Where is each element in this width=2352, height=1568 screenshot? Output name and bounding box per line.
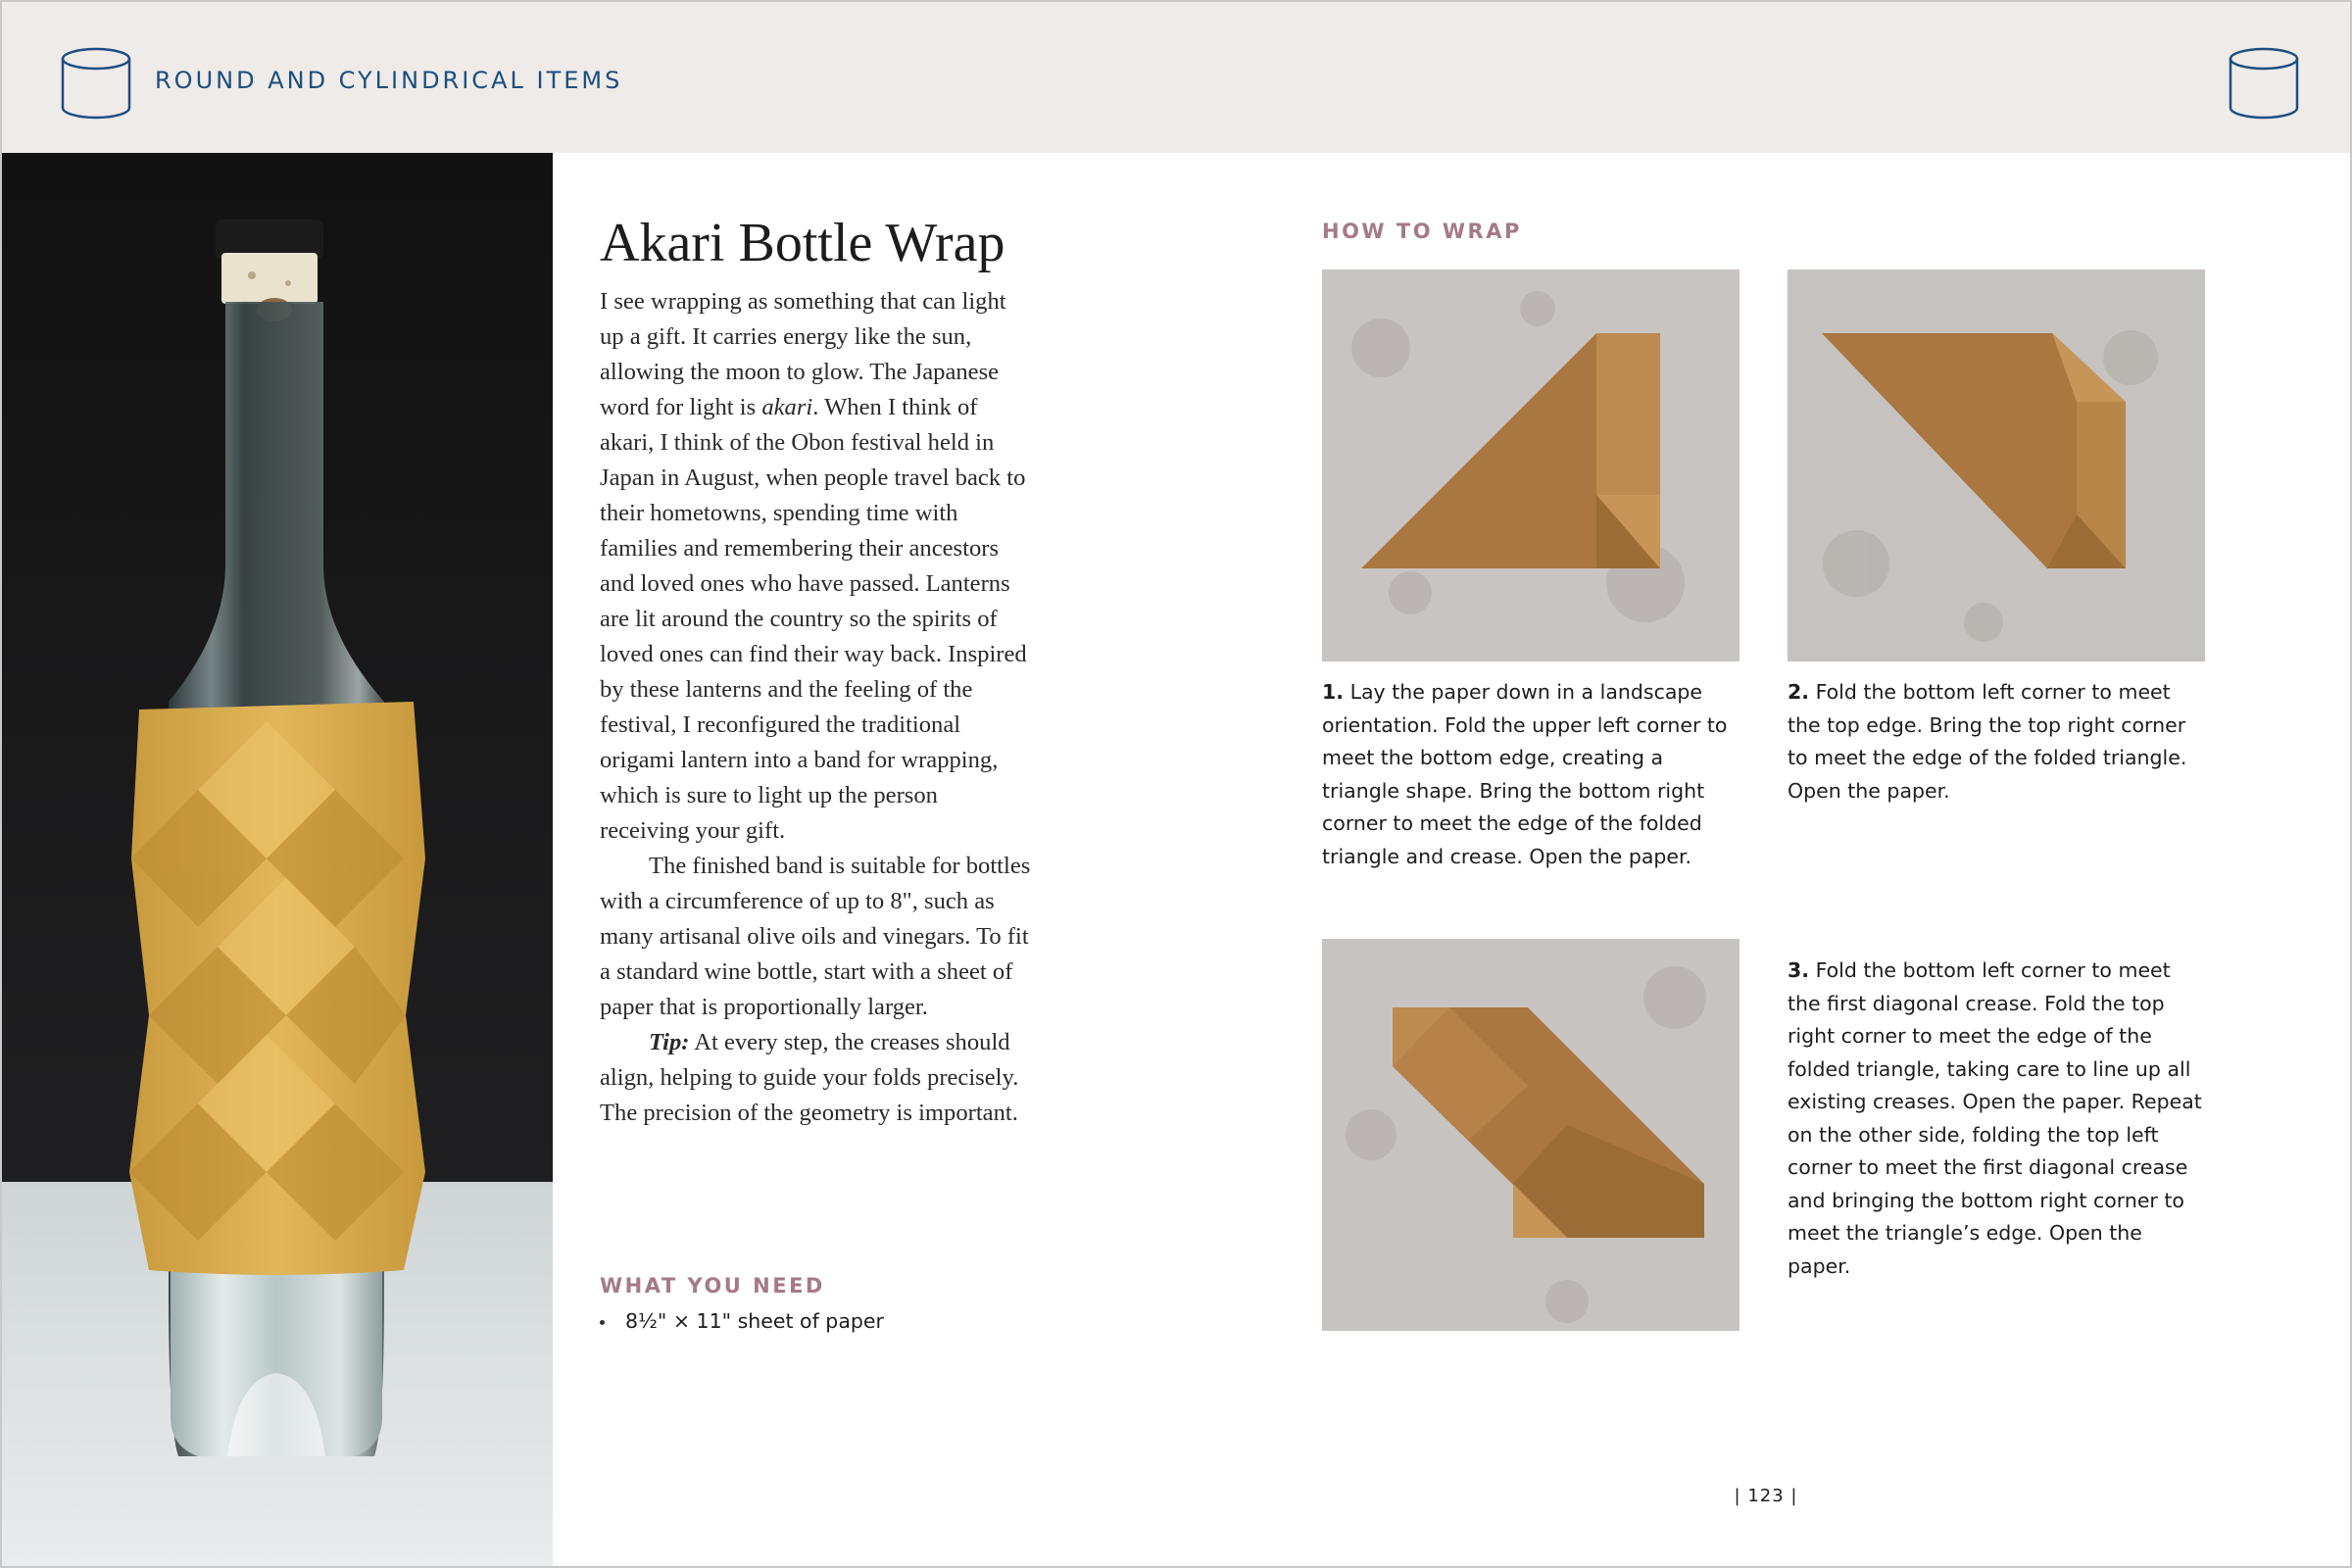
section-header-band: [2, 2, 2350, 153]
step-3-photo: [1322, 939, 1740, 1331]
bottle-wrap-photo: [2, 153, 553, 1566]
intro-paragraph: I see wrapping as something that can light up a gift. It carries energy like the sun, allowing the moon to glow. The Japanese word for light is akari. When I think of akari, I think of the Obon festival held in Japan in August, when people travel back to their hometowns, spending time with families and remembering their ancestors and loved ones who have passed. Lanterns are lit around the country so the spirits of loved ones can find their way back. Inspired by these lanterns and the feeling of the festival, I reconfigured the traditional origami lantern into a band for wrapping, which is sure to light up the person receiving your gift.: [600, 288, 1027, 844]
cylinder-icon: [59, 45, 133, 122]
article-title: Akari Bottle Wrap: [600, 213, 1005, 273]
step-2-photo: [1788, 270, 2205, 662]
tip-paragraph: Tip: At every step, the creases should align, helping to guide your folds precisely. The precision of the geometry is important.: [600, 1029, 1019, 1126]
how-to-wrap-heading: HOW TO WRAP: [1322, 220, 1522, 243]
step-1-photo: [1322, 270, 1740, 662]
page-number: | 123 |: [1734, 1486, 1798, 1506]
step-2-text: 2. Fold the bottom left corner to meet the top edge. Bring the top right corner to meet the edge of the folded triangle. Open the paper.: [1788, 680, 2187, 803]
bottle-size-paragraph: The finished band is suitable for bottles with a circumference of up to 8", such as many artisanal olive oils and vinegars. To fit a standard wine bottle, start with a sheet of paper that is proportionally larger.: [600, 853, 1031, 1020]
step-3-text: 3. Fold the bottom left corner to meet the first diagonal crease. Fold the top right corner to meet the edge of the folded triangle, taking care to line up all existing creases. Open the paper. Repeat on the other side, folding the top left corner to meet the first diagonal crease and bringing the bottom right corner to meet the triangle’s edge. Open the paper.: [1788, 958, 2202, 1278]
what-you-need-heading: WHAT YOU NEED: [600, 1274, 825, 1298]
step-1-text: 1. Lay the paper down in a landscape orientation. Fold the upper left corner to meet the bottom edge, creating a triangle shape. Bring the bottom right corner to meet the edge of the folded triangle and crease. Open the paper.: [1322, 680, 1728, 868]
article-body: [600, 284, 1031, 1131]
cylinder-icon: [2227, 45, 2301, 122]
section-title: ROUND AND CYLINDRICAL ITEMS: [155, 67, 623, 94]
materials-list: [600, 1307, 884, 1335]
materials-item: 8½" × 11" sheet of paper: [600, 1307, 884, 1335]
